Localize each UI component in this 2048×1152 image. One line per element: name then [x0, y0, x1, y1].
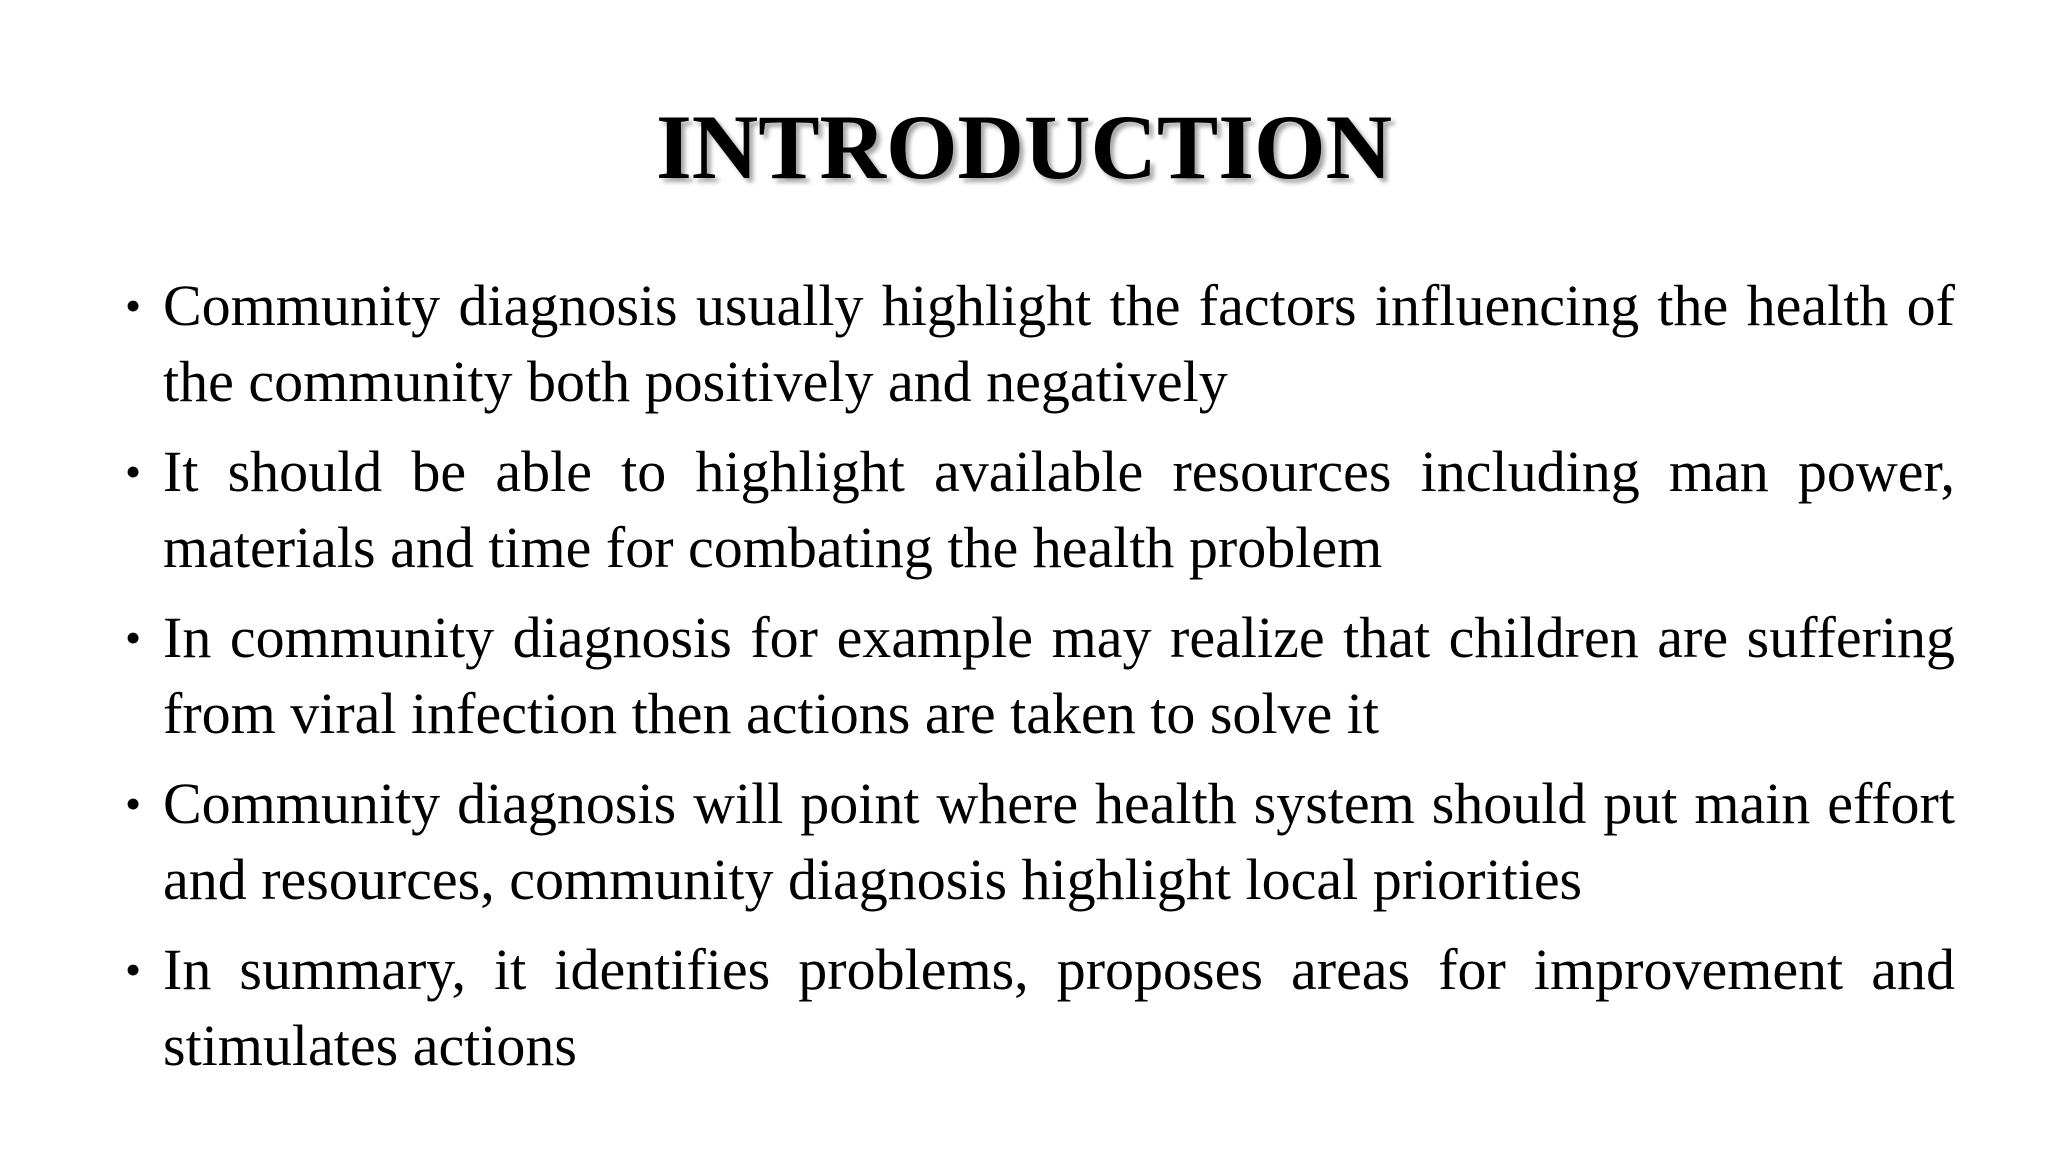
bullet-dot-icon: • [125, 778, 142, 829]
bullet-item [125, 932, 1955, 1084]
bullet-dot-icon: • [125, 612, 142, 663]
bullet-text: Community diagnosis will point where health system should put main effort and resources, community diagnosis highlight local priorities [163, 771, 1955, 912]
bullet-item [125, 600, 1955, 752]
bullet-text: Community diagnosis usually highlight the factors influencing the health of the community both positively and negatively [163, 273, 1955, 414]
bullet-dot-icon: • [125, 944, 142, 995]
bullet-item [125, 766, 1955, 918]
bullet-item [125, 434, 1955, 586]
bullet-dot-icon: • [125, 280, 142, 331]
bullet-list [125, 268, 1955, 1098]
bullet-text: In community diagnosis for example may realize that children are suffering from viral infection then actions are taken to solve it [163, 605, 1955, 746]
slide-title: INTRODUCTION [655, 96, 1393, 198]
bullet-dot-icon: • [125, 446, 142, 497]
bullet-item [125, 268, 1955, 420]
bullet-text: It should be able to highlight available resources including man power, materials and time for combating the health problem [163, 439, 1955, 580]
bullet-text: In summary, it identifies problems, proposes areas for improvement and stimulates actions [163, 937, 1955, 1078]
